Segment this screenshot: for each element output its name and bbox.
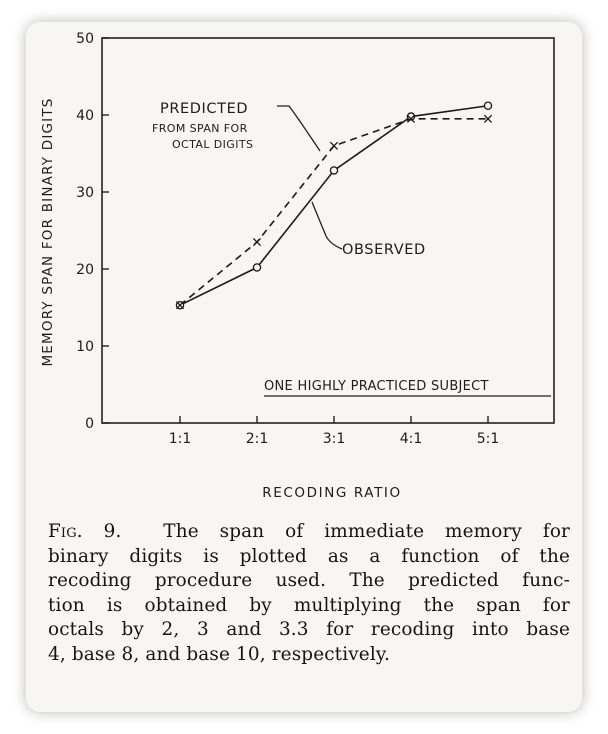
caption-line-4: tion is obtained by multiplying the span for — [48, 594, 570, 616]
observed-point — [253, 264, 260, 271]
x-axis-label: RECODING RATIO — [262, 485, 402, 501]
x-axis — [169, 416, 500, 447]
annotation-predicted-line3: OCTAL DIGITS — [172, 138, 254, 151]
y-tick-label: 40 — [76, 108, 94, 124]
y-tick-label: 0 — [85, 416, 94, 432]
plot-frame — [102, 38, 554, 423]
predicted-leader-line — [277, 106, 320, 151]
y-tick-label: 50 — [76, 31, 94, 47]
observed-series-line — [180, 106, 488, 305]
caption-line-3: recoding procedure used. The predicted func- — [48, 570, 570, 591]
y-axis — [76, 31, 109, 432]
x-tick-label: 2:1 — [245, 431, 269, 447]
series-lines — [180, 106, 488, 305]
y-axis-label: MEMORY SPAN FOR BINARY DIGITS — [40, 97, 56, 367]
annotation-observed: OBSERVED — [342, 242, 426, 258]
x-tick-label: 5:1 — [476, 431, 500, 447]
annotation-predicted-line2: FROM SPAN FOR — [152, 122, 248, 135]
predicted-point — [330, 142, 337, 149]
caption-line-5: octals by 2, 3 and 3.3 for recoding into base — [48, 619, 570, 640]
x-tick-label: 3:1 — [322, 431, 346, 447]
caption-line-6: 4, base 8, and base 10, respectively. — [48, 643, 390, 665]
caption-line-2: binary digits is plotted as a function of the — [48, 545, 570, 567]
annotation-subject-note: ONE HIGHLY PRACTICED SUBJECT — [264, 379, 489, 394]
y-tick-label: 30 — [76, 185, 94, 201]
observed-leader-line — [312, 202, 342, 249]
x-tick-label: 4:1 — [399, 431, 423, 447]
y-tick-label: 20 — [76, 262, 94, 278]
figure-label: Fig. 9. — [48, 521, 122, 542]
x-tick-label: 1:1 — [168, 431, 192, 447]
observed-point — [484, 102, 491, 109]
observed-point — [330, 167, 337, 174]
predicted-point — [253, 238, 260, 245]
caption-line-1: The span of immediate memory for — [163, 521, 570, 542]
annotation-predicted-line1: PREDICTED — [160, 101, 249, 117]
figure-caption — [48, 520, 570, 667]
y-tick-label: 10 — [76, 339, 94, 355]
